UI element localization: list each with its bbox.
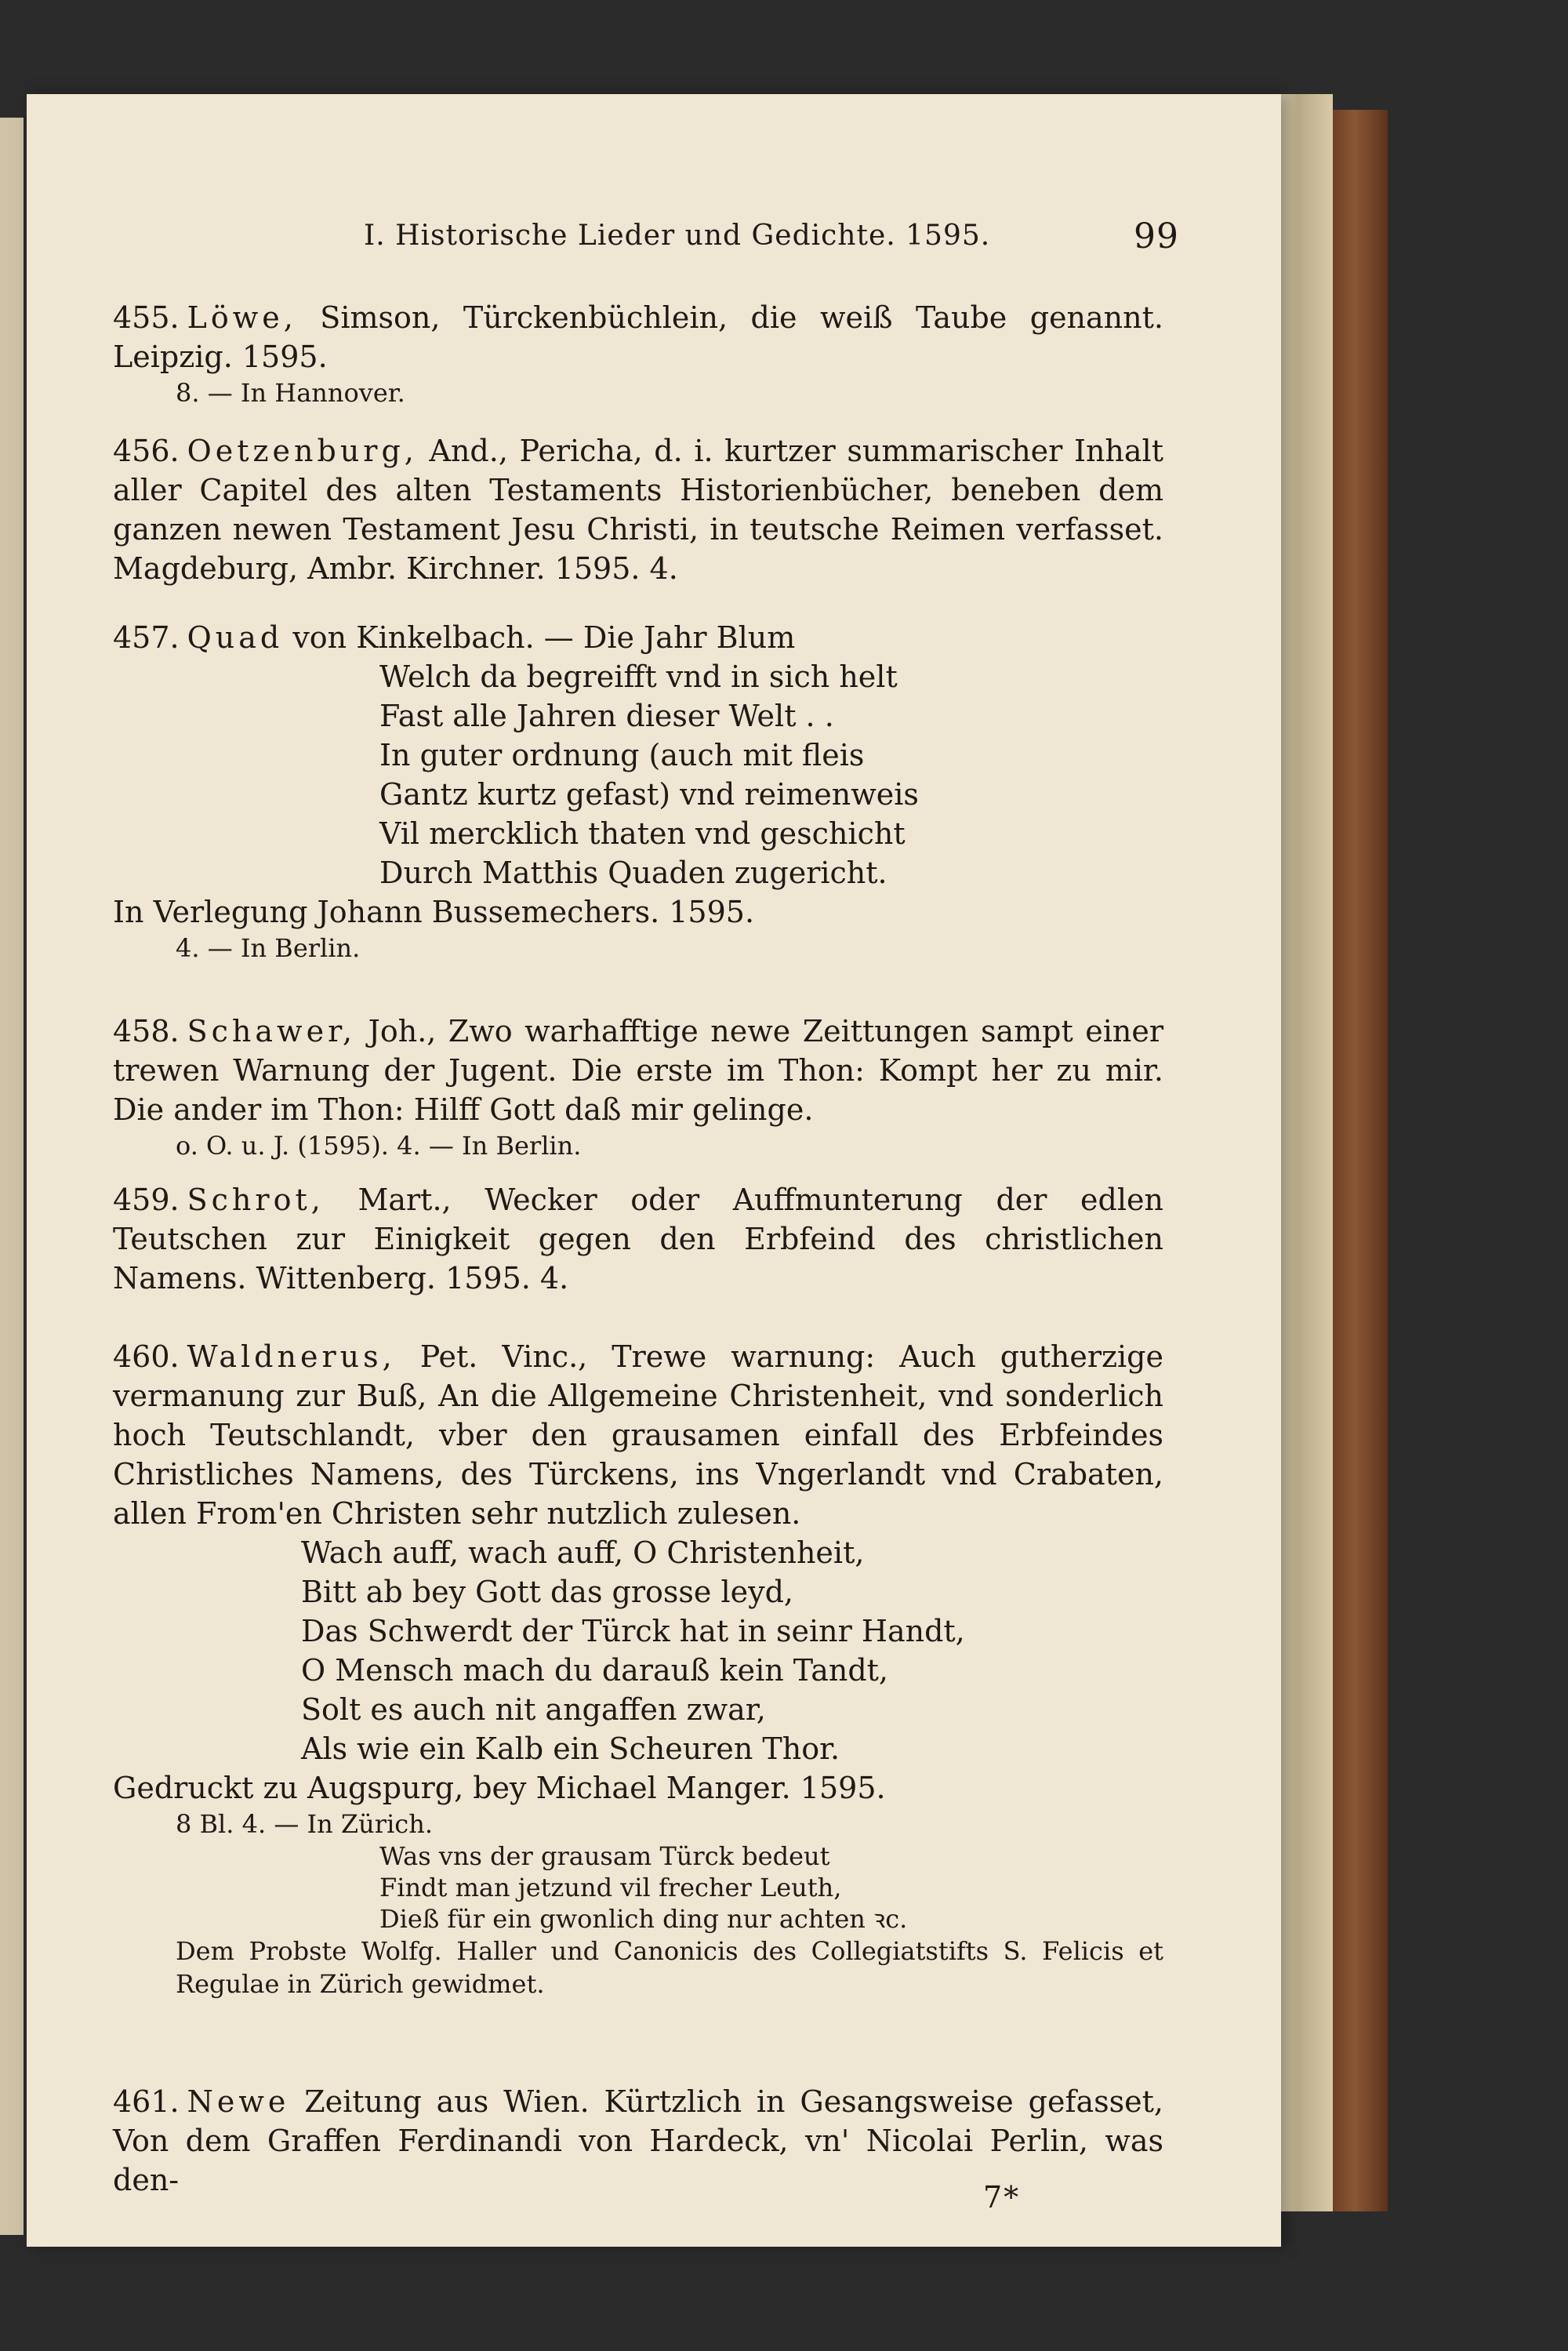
verse-line: Wach auff, wach auff, O Christenheit, — [301, 1535, 865, 1570]
entry-text: von Kinkelbach. — Die Jahr Blum — [292, 620, 796, 655]
entry-location: 8 Bl. 4. — In Zürich. — [176, 1809, 433, 1839]
entry-author: Oetzenburg, — [187, 434, 418, 468]
entry-460 — [113, 1337, 1163, 2000]
entry-text: And., Pericha, d. i. kurtzer summarischer Inhalt aller Capitel des alten Testaments Historienbücher, beneben dem ganzen newen Testament Jesu Christi, in teutsche Reimen verfasset. Magdeburg, Ambr. Kirchner. 1595. 4. — [113, 434, 1163, 586]
verse-line: Durch Matthis Quaden zugericht. — [379, 856, 887, 890]
entry-author: Löwe, — [187, 300, 297, 335]
verse-line: Gantz kurtz gefast) vnd reimenweis — [379, 777, 919, 812]
entry-author: Quad — [187, 620, 284, 655]
entry-author: Schawer, — [187, 1014, 357, 1048]
entry-text: Mart., Wecker oder Auffmunterung der edlen Teutschen zur Einigkeit gegen den Erbfeind des christlichen Namens. Wittenberg. 1595. 4. — [113, 1183, 1163, 1295]
book-page — [27, 94, 1281, 2247]
verse-line: Als wie ein Kalb ein Scheuren Thor. — [301, 1731, 840, 1766]
entry-location: o. O. u. J. (1595). 4. — In Berlin. — [176, 1131, 582, 1161]
entry-text: Zeitung aus Wien. Kürtzlich in Gesangsweise gefasset, Von dem Graffen Ferdinandi von Hardeck, vn' Nicolai Perlin, was den- — [113, 2084, 1163, 2197]
verse-line: Bitt ab bey Gott das grosse leyd, — [301, 1575, 793, 1609]
printer-signature: 7* — [983, 2180, 1021, 2215]
entry-number: 456. — [113, 434, 180, 468]
verse-line: Solt es auch nit angaffen zwar, — [301, 1692, 766, 1727]
entry-number: 458. — [113, 1014, 180, 1048]
entry-location: 4. — In Berlin. — [176, 933, 361, 963]
motto-line: Was vns der grausam Türck bedeut — [379, 1841, 830, 1871]
entry-number: 457. — [113, 620, 180, 655]
entry-author: Schrot, — [187, 1183, 325, 1217]
verse-line: Vil mercklich thaten vnd geschicht — [379, 816, 906, 851]
book-cover-edge — [1333, 110, 1388, 2211]
verse-line: O Mensch mach du darauß kein Tandt, — [301, 1653, 888, 1688]
book-spine-left — [0, 118, 24, 2235]
verse-line: Das Schwerdt der Türck hat in seinr Handt, — [301, 1614, 965, 1648]
header-title: I. Historische Lieder und Gedichte. 1595. — [364, 220, 991, 252]
entry-location: 8. — In Hannover. — [176, 378, 405, 408]
entry-imprint: Gedruckt zu Augspurg, bey Michael Manger. 1595. — [113, 1771, 886, 1805]
dedication: Dem Probste Wolfg. Haller und Canonicis des Collegiatstifts S. Felicis et Regulae in Zürich gewidmet. — [176, 1936, 1163, 1999]
verse-line: Fast alle Jahren dieser Welt . . — [379, 699, 834, 733]
entry-459 — [113, 1180, 1163, 1298]
motto-line: Dieß für ein gwonlich ding nur achten ꝛc. — [379, 1904, 908, 1934]
entry-text: Pet. Vinc., Trewe warnung: Auch gutherzige vermanung zur Buß, An die Allgemeine Christenheit, vnd sonderlich hoch Teutschlandt, vber den grausamen einfall des Erbfeindes Christliches Namens, des Türckens, ins Vngerlandt vnd Crabaten, allen From'en Christen sehr nutzlich zulesen. — [113, 1339, 1163, 1531]
entry-imprint: In Verlegung Johann Bussemechers. 1595. — [113, 895, 755, 929]
entry-457 — [113, 618, 1163, 965]
entry-number: 455. — [113, 300, 180, 335]
entry-455 — [113, 298, 1163, 409]
motto-line: Findt man jetzund vil frecher Leuth, — [379, 1873, 842, 1902]
entry-number: 460. — [113, 1339, 180, 1374]
entry-456 — [113, 431, 1163, 588]
page-number: 99 — [1134, 216, 1179, 256]
entry-458 — [113, 1012, 1163, 1162]
entry-text: Joh., Zwo warhafftige newe Zeittungen sampt einer trewen Warnung der Jugent. Die erste im Thon: Kompt her zu mir. Die ander im Thon: Hilff Gott daß mir gelinge. — [113, 1014, 1163, 1127]
verse-line: In guter ordnung (auch mit fleis — [379, 738, 865, 772]
verse-line: Welch da begreifft vnd in sich helt — [379, 660, 898, 694]
entry-author: Waldnerus, — [187, 1339, 396, 1374]
entry-author: Newe — [187, 2084, 290, 2119]
entry-text: Simson, Türckenbüchlein, die weiß Taube genannt. Leipzig. 1595. — [113, 300, 1163, 374]
entry-number: 461. — [113, 2084, 180, 2119]
entry-number: 459. — [113, 1183, 180, 1217]
